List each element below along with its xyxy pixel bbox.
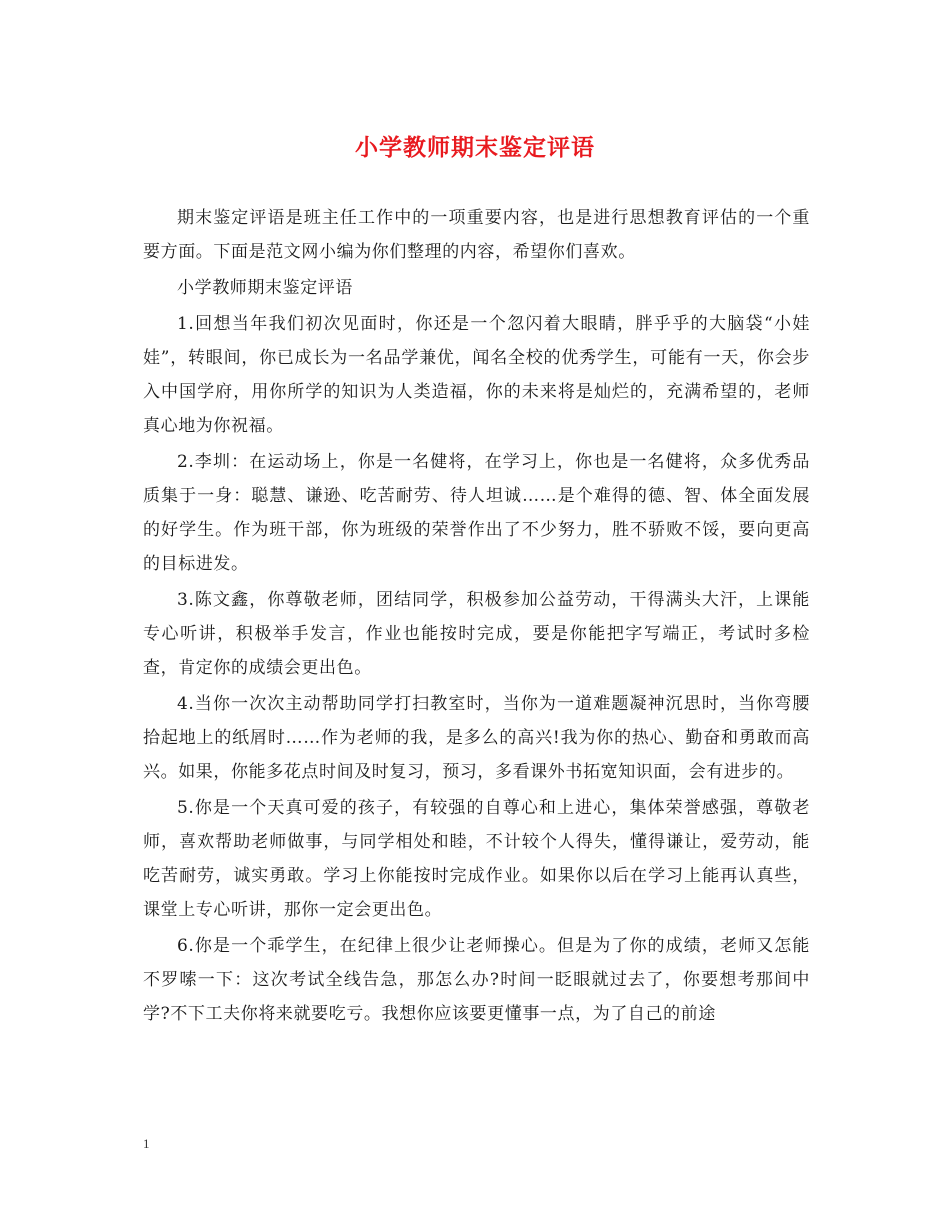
comment-paragraph-5: 5.你是一个天真可爱的孩子，有较强的自尊心和上进心，集体荣誉感强，尊敬老师，喜欢帮助老师做事，与同学相处和睦，不计较个人得失，懂得谦让，爱劳动，能吃苦耐劳，诚实勇敢。学习上你能按时完成作业。如果你以后在学习上能再认真些，课堂上专心听讲，那你一定会更出色。 <box>143 798 810 920</box>
comment-paragraph-3: 3.陈文鑫，你尊敬老师，团结同学，积极参加公益劳动，干得满头大汗，上课能专心听讲，积极举手发言，作业也能按时完成，要是你能把字写端正，考试时多检查，肯定你的成绩会更出色。 <box>143 590 810 678</box>
document-body <box>143 201 810 1033</box>
intro-paragraph: 期末鉴定评语是班主任工作中的一项重要内容，也是进行思想教育评估的一个重要方面。下面是范文网小编为你们整理的内容，希望你们喜欢。 <box>143 208 810 262</box>
page-title: 小学教师期末鉴定评语 <box>355 134 595 161</box>
comment-paragraph-2: 2.李圳：在运动场上，你是一名健将，在学习上，你也是一名健将，众多优秀品质集于一身：聪慧、谦逊、吃苦耐劳、待人坦诚……是个难得的德、智、体全面发展的好学生。作为班干部，你为班级的荣誉作出了不少努力，胜不骄败不馁，要向更高的目标进发。 <box>143 452 810 574</box>
page-number: 1 <box>143 1136 150 1151</box>
comment-paragraph-4: 4.当你一次次主动帮助同学打扫教室时，当你为一道难题凝神沉思时，当你弯腰拾起地上的纸屑时……作为老师的我，是多么的高兴!我为你的热心、勤奋和勇敢而高兴。如果，你能多花点时间及时复习，预习，多看课外书拓宽知识面，会有进步的。 <box>143 694 810 782</box>
comment-paragraph-1: 1.回想当年我们初次见面时，你还是一个忽闪着大眼睛，胖乎乎的大脑袋“小娃娃”，转眼间，你已成长为一名品学兼优，闻名全校的优秀学生，可能有一天，你会步入中国学府，用你所学的知识为人类造福，你的未来将是灿烂的，充满希望的，老师真心地为你祝福。 <box>143 314 810 436</box>
comment-paragraph-6: 6.你是一个乖学生，在纪律上很少让老师操心。但是为了你的成绩，老师又怎能不罗嗦一下：这次考试全线告急，那怎么办?时间一眨眼就过去了，你要想考那间中学?不下工夫你将来就要吃亏。我想你应该要更懂事一点，为了自己的前途 <box>143 936 810 1024</box>
section-heading: 小学教师期末鉴定评语 <box>177 278 353 298</box>
